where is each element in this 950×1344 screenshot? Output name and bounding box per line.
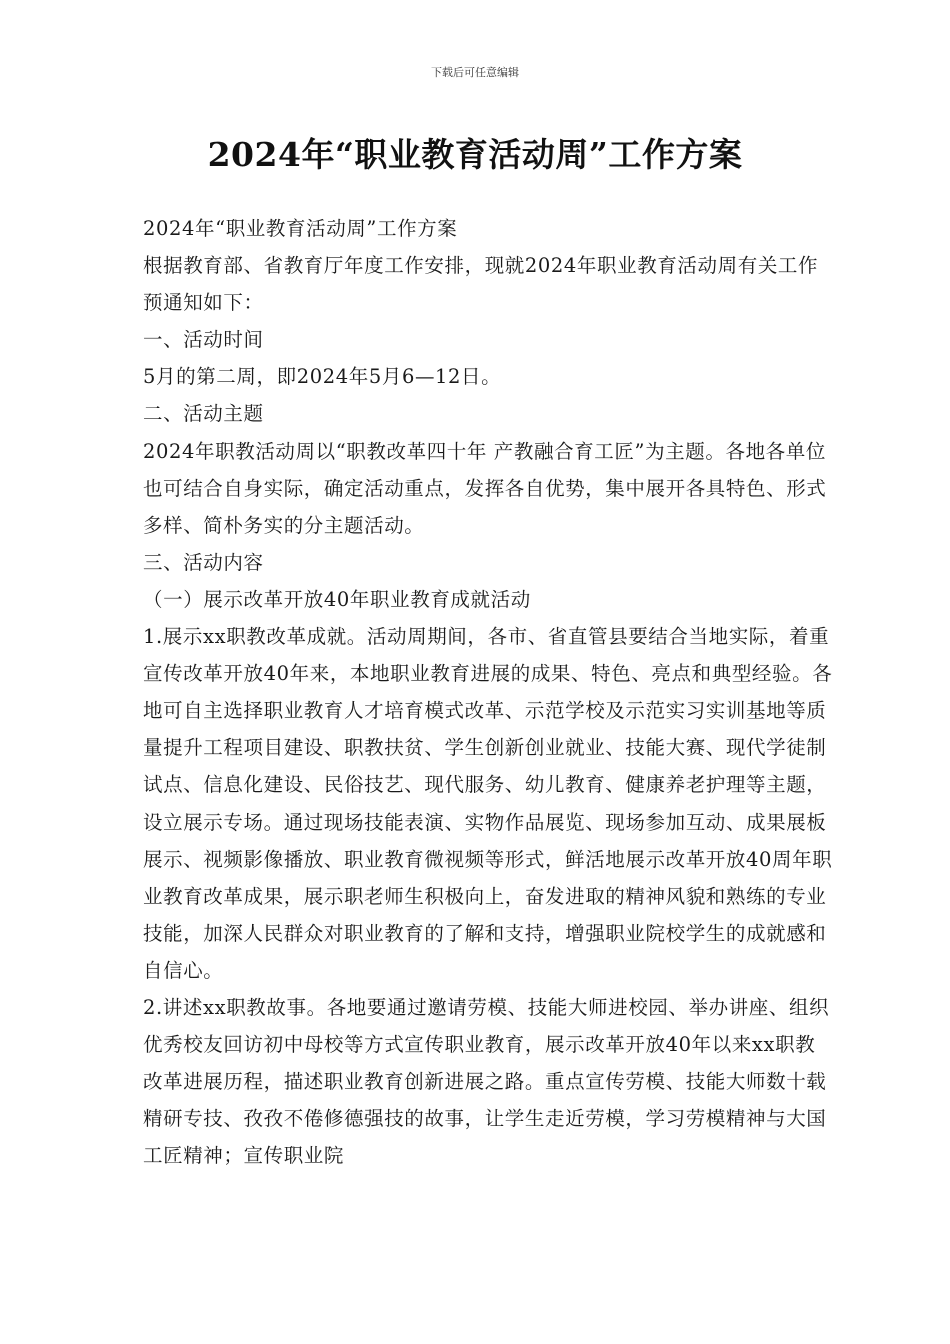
paragraph-subtitle: 2024年“职业教育活动周”工作方案	[143, 217, 458, 240]
section-heading-content: 三、活动内容	[143, 550, 264, 574]
paragraph-item-2: 2.讲述xx职教故事。各地要通过邀请劳模、技能大师进校园、举办讲座、组织优秀校友回访初中母校等方式宣传职业教育，展示改革开放40年以来xx职教改革进展历程，描述职业教育创新进展之路。重点宣传劳模、技能大师数十载精研专技、孜孜不倦修德强技的故事，让学生走近劳模，学习劳模精神与大国工匠精神；宣传职业院	[143, 995, 830, 1168]
section-heading-time: 一、活动时间	[143, 328, 264, 352]
page-header-note: 下载后可任意编辑	[431, 66, 519, 79]
subsection-heading-achievements: （一）展示改革开放40年职业教育成就活动	[143, 587, 531, 611]
document-body	[143, 210, 833, 1174]
paragraph-item-1: 1.展示xx职教改革成就。活动周期间，各市、省直管县要结合当地实际，着重宣传改革开放40年来，本地职业教育进展的成果、特色、亮点和典型经验。各地可自主选择职业教育人才培育模式改革、示范学校及示范实习实训基地等质量提升工程项目建设、职教扶贫、学生创新创业就业、技能大赛、现代学徒制试点、信息化建设、民俗技艺、现代服务、幼儿教育、健康养老护理等主题，设立展示专场。通过现场技能表演、实物作品展览、现场参加互动、成果展板展示、视频影像播放、职业教育微视频等形式，鲜活地展示改革开放40周年职业教育改革成果，展示职老师生积极向上，奋发进取的精神风貌和熟练的专业技能，加深人民群众对职业教育的了解和支持，增强职业院校学生的成就感和自信心。	[143, 625, 833, 982]
paragraph-theme: 2024年职教活动周以“职教改革四十年 产教融合育工匠”为主题。各地各单位也可结合自身实际，确定活动重点，发挥各自优势，集中展开各具特色、形式多样、简朴务实的分主题活动。	[143, 439, 827, 537]
section-heading-theme: 二、活动主题	[143, 402, 264, 426]
paragraph-intro: 根据教育部、省教育厅年度工作安排，现就2024年职业教育活动周有关工作预通知如下：	[143, 254, 819, 315]
paragraph-time: 5月的第二周，即2024年5月6—12日。	[143, 365, 502, 389]
document-title: 2024年“职业教育活动周”工作方案	[207, 135, 743, 174]
